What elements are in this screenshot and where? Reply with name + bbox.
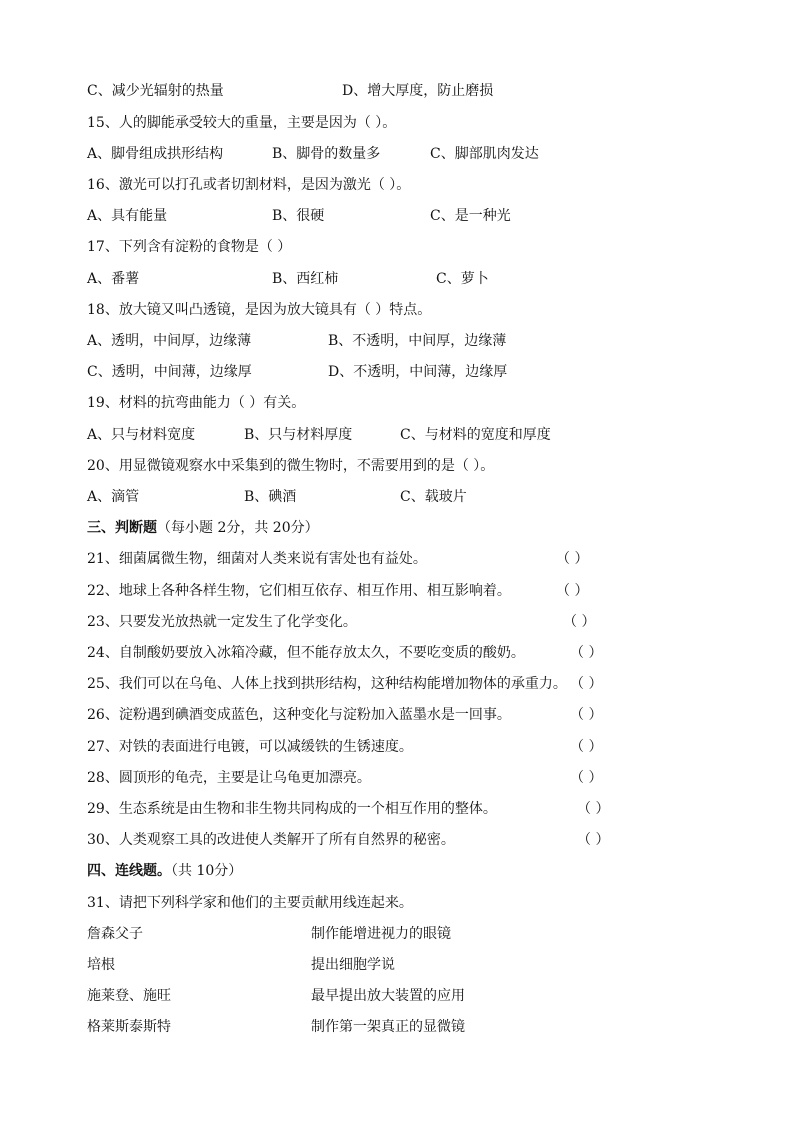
judge-blank-28: （ ） <box>570 770 603 786</box>
match-left-1: 詹森父子 <box>87 926 143 942</box>
judge-blank-24: （ ） <box>570 645 603 661</box>
q14-option-c: C、减少光辐射的热量 <box>87 83 224 99</box>
judge-item-22: 22、地球上各种各样生物，它们相互依存、相互作用、相互影响着。 <box>87 583 511 599</box>
section-4-note: （共 10分） <box>171 863 243 879</box>
judge-item-27: 27、对铁的表面进行电镀，可以减缓铁的生锈速度。 <box>87 739 413 755</box>
q18-option-a: A、透明，中间厚，边缘薄 <box>87 333 252 349</box>
q16-option-b: B、很硬 <box>272 208 325 224</box>
judge-blank-30: （ ） <box>577 832 610 848</box>
judge-item-28: 28、圆顶形的龟壳，主要是让乌龟更加漂亮。 <box>87 770 371 786</box>
judge-blank-21: （ ） <box>556 551 589 567</box>
section-3-title: 三、判断题 <box>87 520 157 536</box>
q18-stem: 18、放大镜又叫凸透镜，是因为放大镜具有（ ）特点。 <box>87 302 432 318</box>
q17-stem: 17、下列含有淀粉的食物是（ ） <box>87 239 292 255</box>
section-3-heading <box>87 519 319 537</box>
judge-blank-25: （ ） <box>570 676 603 692</box>
q14-option-d: D、增大厚度，防止磨损 <box>342 83 494 99</box>
judge-item-23: 23、只要发光放热就一定发生了化学变化。 <box>87 614 357 630</box>
q15-option-a: A、脚骨组成拱形结构 <box>87 146 224 162</box>
q17-option-a: A、番薯 <box>87 271 140 287</box>
section-4-title: 四、连线题。 <box>87 863 171 879</box>
q20-option-b: B、碘酒 <box>244 489 297 505</box>
q19-stem: 19、材料的抗弯曲能力（ ）有关。 <box>87 395 306 411</box>
q20-option-a: A、滴管 <box>87 489 140 505</box>
judge-blank-23: （ ） <box>563 614 596 630</box>
q19-option-c: C、与材料的宽度和厚度 <box>400 427 551 443</box>
match-right-1: 制作能增进视力的眼镜 <box>311 926 451 942</box>
judge-item-21: 21、细菌属微生物，细菌对人类来说有害处也有益处。 <box>87 551 427 567</box>
judge-blank-29: （ ） <box>577 801 610 817</box>
match-right-4: 制作第一架真正的显微镜 <box>311 1019 465 1035</box>
judge-blank-27: （ ） <box>570 739 603 755</box>
q15-stem: 15、人的脚能承受较大的重量，主要是因为（ ）。 <box>87 115 397 131</box>
match-left-4: 格莱斯泰斯特 <box>87 1019 171 1035</box>
q20-stem: 20、用显微镜观察水中采集到的微生物时，不需要用到的是（ ）。 <box>87 458 495 474</box>
q19-option-a: A、只与材料宽度 <box>87 427 196 443</box>
q19-option-b: B、只与材料厚度 <box>244 427 353 443</box>
match-right-3: 最早提出放大装置的应用 <box>311 988 465 1004</box>
q17-option-c: C、萝卜 <box>436 271 489 287</box>
section-4-heading <box>87 862 242 880</box>
q18-option-d: D、不透明，中间薄，边缘厚 <box>328 364 508 380</box>
q17-option-b: B、西红柿 <box>272 271 339 287</box>
match-left-2: 培根 <box>87 957 115 973</box>
q18-option-b: B、不透明，中间厚，边缘薄 <box>328 333 507 349</box>
match-left-3: 施莱登、施旺 <box>87 988 171 1004</box>
judge-item-29: 29、生态系统是由生物和非生物共同构成的一个相互作用的整体。 <box>87 801 497 817</box>
section-3-note: （每小题 2分，共 20分） <box>157 520 319 536</box>
match-right-2: 提出细胞学说 <box>311 957 395 973</box>
judge-blank-22: （ ） <box>556 583 589 599</box>
judge-item-24: 24、自制酸奶要放入冰箱冷藏，但不能存放太久，不要吃变质的酸奶。 <box>87 645 525 661</box>
judge-item-30: 30、人类观察工具的改进使人类解开了所有自然界的秘密。 <box>87 832 455 848</box>
q18-option-c: C、透明，中间薄，边缘厚 <box>87 364 252 380</box>
q16-option-a: A、具有能量 <box>87 208 168 224</box>
q31-stem: 31、请把下列科学家和他们的主要贡献用线连起来。 <box>87 895 413 911</box>
judge-item-26: 26、淀粉遇到碘酒变成蓝色，这种变化与淀粉加入蓝墨水是一回事。 <box>87 707 511 723</box>
judge-item-25: 25、我们可以在乌龟、人体上找到拱形结构，这种结构能增加物体的承重力。 <box>87 676 567 692</box>
q15-option-b: B、脚骨的数量多 <box>272 146 381 162</box>
q16-option-c: C、是一种光 <box>430 208 511 224</box>
q15-option-c: C、脚部肌肉发达 <box>430 146 539 162</box>
q20-option-c: C、载玻片 <box>400 489 467 505</box>
judge-blank-26: （ ） <box>570 707 603 723</box>
q16-stem: 16、激光可以打孔或者切割材料，是因为激光（ ）。 <box>87 177 411 193</box>
